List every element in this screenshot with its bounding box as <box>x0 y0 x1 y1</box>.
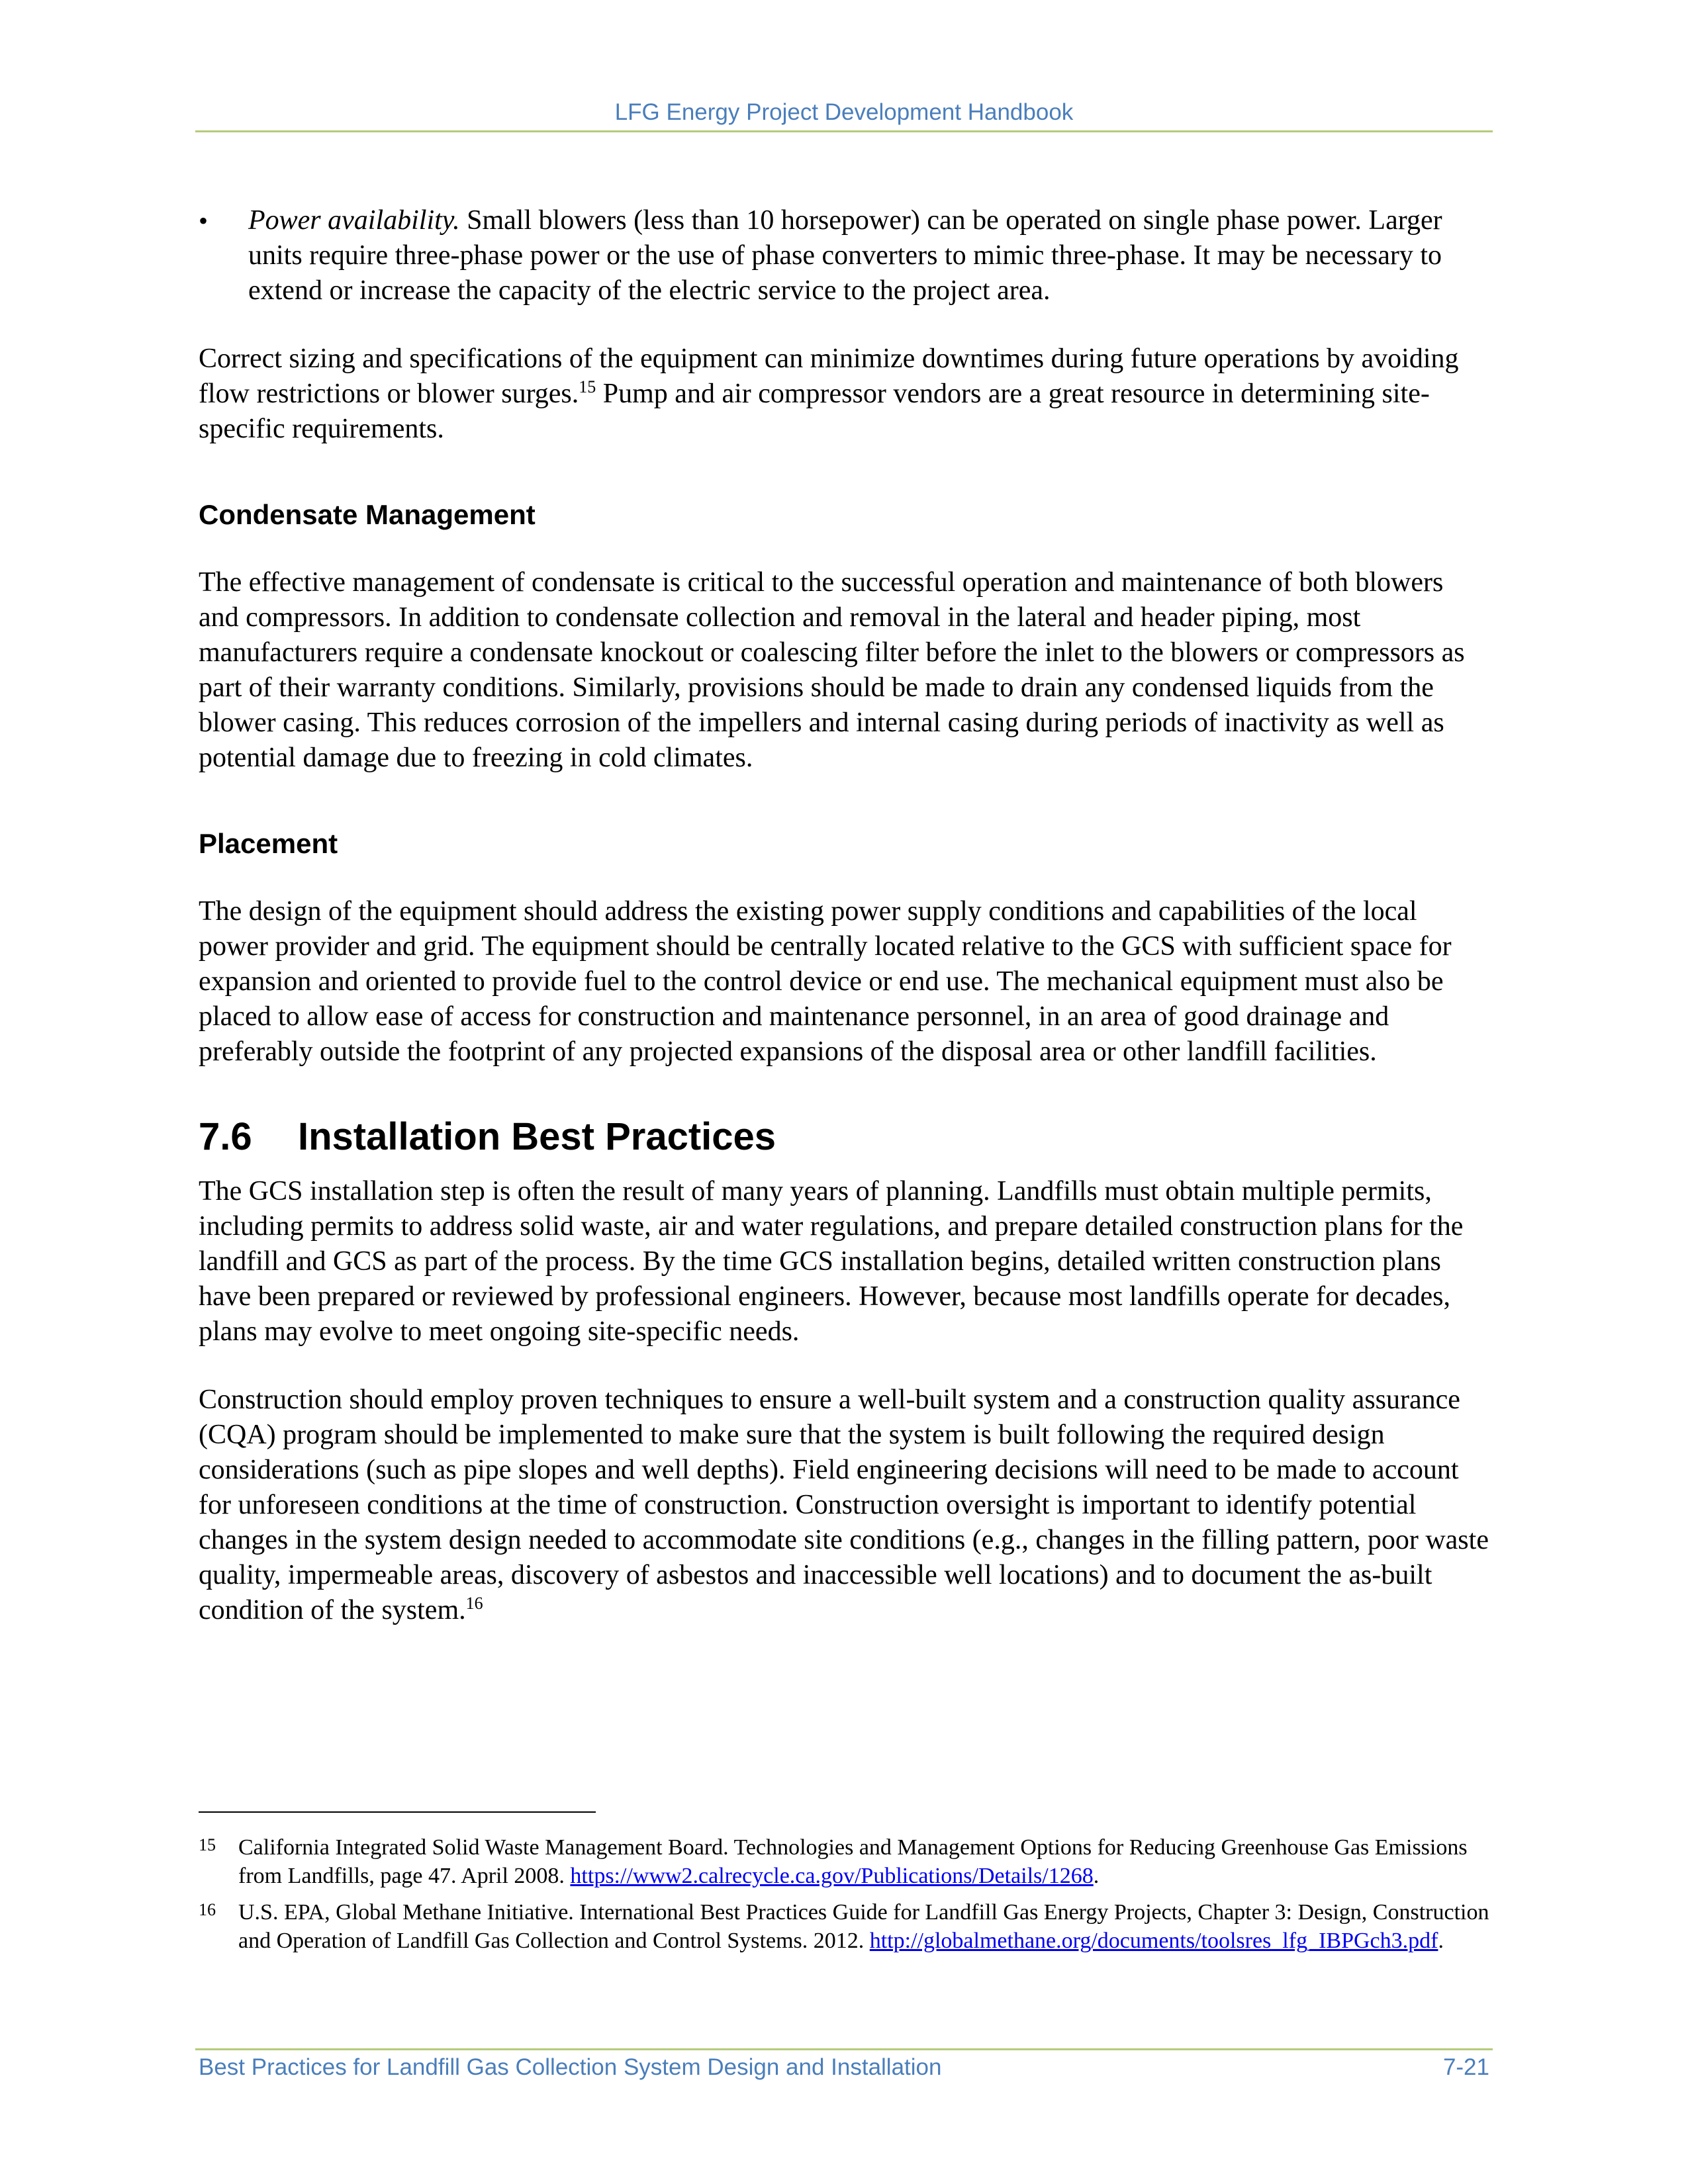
footer-rule <box>195 2048 1493 2050</box>
placement-heading: Placement <box>199 828 338 859</box>
section-paragraph-1: The GCS installation step is often the result of many years of planning. Landfills must obtain multiple permits, including permits to address solid waste, air and water regulations, and prepare detailed construction plans for the landfill and GCS as part of the process. By the time GCS installation begins, detailed written construction plans have been prepared or reviewed by professional engineers. However, because most landfills operate for decades, plans may evolve to meet ongoing site-specific needs. <box>199 1176 1464 1347</box>
footnote-text: U.S. EPA, Global Methane Initiative. International Best Practices Guide for Landfill Gas Energy Projects, Chapter 3: Design, Construction and Operation of Landfill Gas Collection and Control Systems. 2012. <box>238 1900 1489 1953</box>
condensate-paragraph: The effective management of condensate is critical to the successful operation and maintenance of both blowers and compressors. In addition to condensate collection and removal in the lateral and header piping, most manufacturers require a condensate knockout or coalescing filter before the inlet to the blowers or compressors as part of their warranty conditions. Similarly, provisions should be made to drain any condensed liquids from the blower casing. This reduces corrosion of the impellers and internal casing during periods of inactivity as well as potential damage due to freezing in cold climates. <box>199 567 1465 773</box>
footer-title: Best Practices for Landfill Gas Collection System Design and Installation <box>199 2054 942 2080</box>
footnote-16 <box>199 1898 1493 1955</box>
condensate-heading: Condensate Management <box>199 499 536 530</box>
section-paragraph-2-text: Construction should employ proven techniques to ensure a well-built system and a construction quality assurance (CQA) program should be implemented to make sure that the system is built following the required design considerations (such as pipe slopes and well depths). Field engineering decisions will need to be made to account for unforeseen conditions at the time of construction. Construction oversight is important to identify potential changes in the system design needed to accommodate site conditions (e.g., changes in the filling pattern, poor waste quality, impermeable areas, discovery of asbestos and inaccessible well locations) and to document the as-built condition of the system. <box>199 1385 1489 1625</box>
page-number: 7-21 <box>1442 2054 1489 2080</box>
footnote-separator <box>199 1811 596 1813</box>
sizing-text: Correct sizing and specifications of the equipment can minimize downtimes during future operations by avoiding flow restrictions or blower surges. <box>199 343 1459 409</box>
sizing-paragraph <box>199 341 1489 447</box>
footnote-text: California Integrated Solid Waste Management Board. Technologies and Management Options for Reducing Greenhouse Gas Emissions from Landfills, page 47. April 2008. <box>238 1835 1468 1888</box>
footnote-number: 15 <box>199 1835 216 1854</box>
header-rule <box>195 130 1493 132</box>
footnotes <box>199 1833 1493 1963</box>
footnote-link[interactable]: http://globalmethane.org/documents/toolsres_lfg_IBPGch3.pdf <box>869 1929 1438 1953</box>
list-item <box>199 203 1489 308</box>
bullet-lead: Power availability. <box>248 205 460 236</box>
footnote-15 <box>199 1833 1493 1890</box>
footnote-ref-15[interactable]: 15 <box>579 377 596 396</box>
section-number: 7.6 <box>199 1115 252 1158</box>
bullet-icon: • <box>199 206 209 236</box>
footnote-link[interactable]: https://www2.calrecycle.ca.gov/Publications/Details/1268 <box>570 1864 1094 1888</box>
footnote-number: 16 <box>199 1900 216 1919</box>
bullet-text: Small blowers (less than 10 horsepower) can be operated on single phase power. Larger units require three-phase power or the use of phase converters to mimic three-phase. It may be necessary to extend or increase the capacity of the electric service to the project area. <box>248 205 1442 306</box>
section-title: Installation Best Practices <box>298 1115 776 1158</box>
placement-paragraph: The design of the equipment should address the existing power supply conditions and capabilities of the local power provider and grid. The equipment should be centrally located relative to the GCS with sufficient space for expansion and oriented to provide fuel to the control device or end use. The mechanical equipment must also be placed to allow ease of access for construction and maintenance personnel, in an area of good drainage and preferably outside the footprint of any projected expansions of the disposal area or other landfill facilities. <box>199 896 1452 1067</box>
footnote-trail: . <box>1438 1929 1444 1953</box>
running-header: LFG Energy Project Development Handbook <box>614 99 1074 125</box>
page-body <box>199 203 1489 1628</box>
footnote-trail: . <box>1093 1864 1100 1888</box>
footnote-ref-16[interactable]: 16 <box>465 1594 483 1613</box>
section-paragraph-2 <box>199 1383 1489 1628</box>
sizing-text-cont: Pump and air compressor vendors are a great resource in determining site-specific requirements. <box>199 379 1430 444</box>
section-heading <box>199 1113 1489 1161</box>
bullet-list <box>199 203 1489 308</box>
